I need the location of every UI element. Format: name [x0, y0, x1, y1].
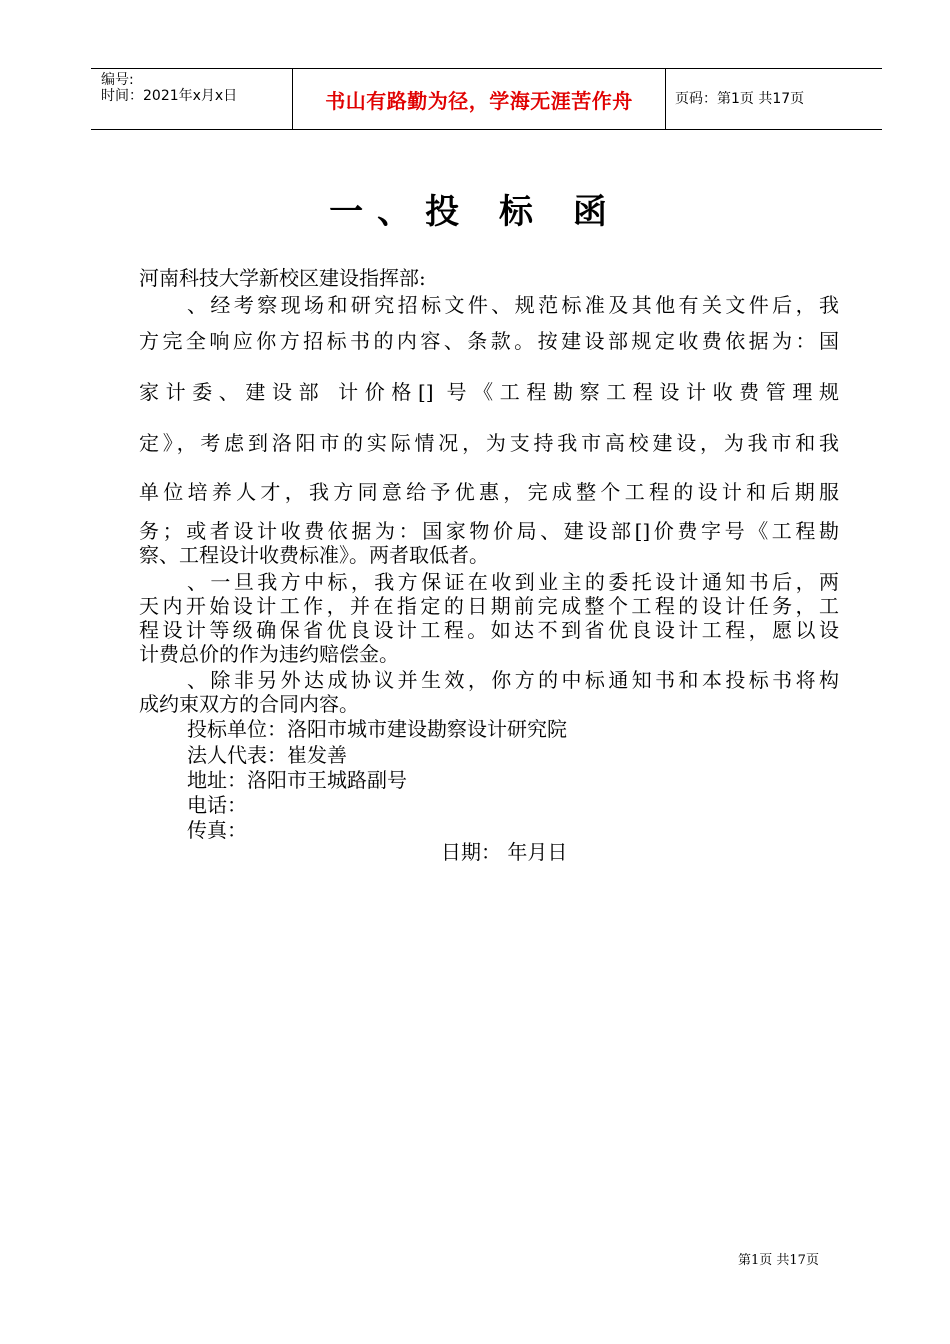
header-right-cell — [666, 69, 882, 129]
addressee: 河南科技大学新校区建设指挥部: — [139, 266, 426, 290]
body-line: 计费总价的作为违约赔偿金。 — [139, 642, 399, 666]
header-page-info: 页码：第1页 共17页 — [675, 91, 805, 107]
body-line: 定》，考虑到洛阳市的实际情况，为支持我市高校建设，为我市和我 — [139, 431, 839, 455]
date-line: 日期： 年月日 — [441, 840, 568, 864]
document-time-label: 时间：2021年x月x日 — [101, 88, 238, 104]
fax: 传真： — [187, 818, 247, 842]
bidder-unit: 投标单位：洛阳市城市建设勘察设计研究院 — [187, 717, 567, 741]
legal-representative: 法人代表：崔发善 — [187, 743, 347, 767]
document-code-label: 编号: — [101, 72, 134, 88]
body-line: 、除非另外达成协议并生效，你方的中标通知书和本投标书将构 — [187, 668, 839, 692]
body-line: 方完全响应你方招标书的内容、条款。按建设部规定收费依据为：国 — [139, 329, 839, 353]
body-line: 成约束双方的合同内容。 — [139, 692, 359, 716]
header-left-cell — [91, 69, 293, 129]
header-middle-cell — [293, 69, 666, 129]
body-line: 、经考察现场和研究招标文件、规范标准及其他有关文件后，我 — [187, 293, 839, 317]
page-footer: 第1页 共17页 — [738, 1253, 819, 1268]
body-line: 程设计等级确保省优良设计工程。如达不到省优良设计工程，愿以设 — [139, 618, 839, 642]
body-line: 单位培养人才，我方同意给予优惠，完成整个工程的设计和后期服 — [139, 480, 839, 504]
phone: 电话： — [187, 793, 247, 817]
page-header — [91, 68, 882, 130]
body-line: 家计委、建设部 计价格[] 号《工程勘察工程设计收费管理规 — [139, 380, 839, 404]
body-line: 天内开始设计工作，并在指定的日期前完成整个工程的设计任务，工 — [139, 594, 839, 618]
body-line: 务；或者设计收费依据为：国家物价局、建设部[]价费字号《工程勘 — [139, 519, 839, 543]
page-title: 一、投 标 函 — [329, 192, 621, 232]
body-line: 、一旦我方中标，我方保证在收到业主的委托设计通知书后，两 — [187, 570, 839, 594]
address: 地址：洛阳市王城路副号 — [187, 768, 407, 792]
header-motto: 书山有路勤为径，学海无涯苦作舟 — [325, 88, 633, 113]
body-line: 察、工程设计收费标准》。两者取低者。 — [139, 543, 489, 567]
